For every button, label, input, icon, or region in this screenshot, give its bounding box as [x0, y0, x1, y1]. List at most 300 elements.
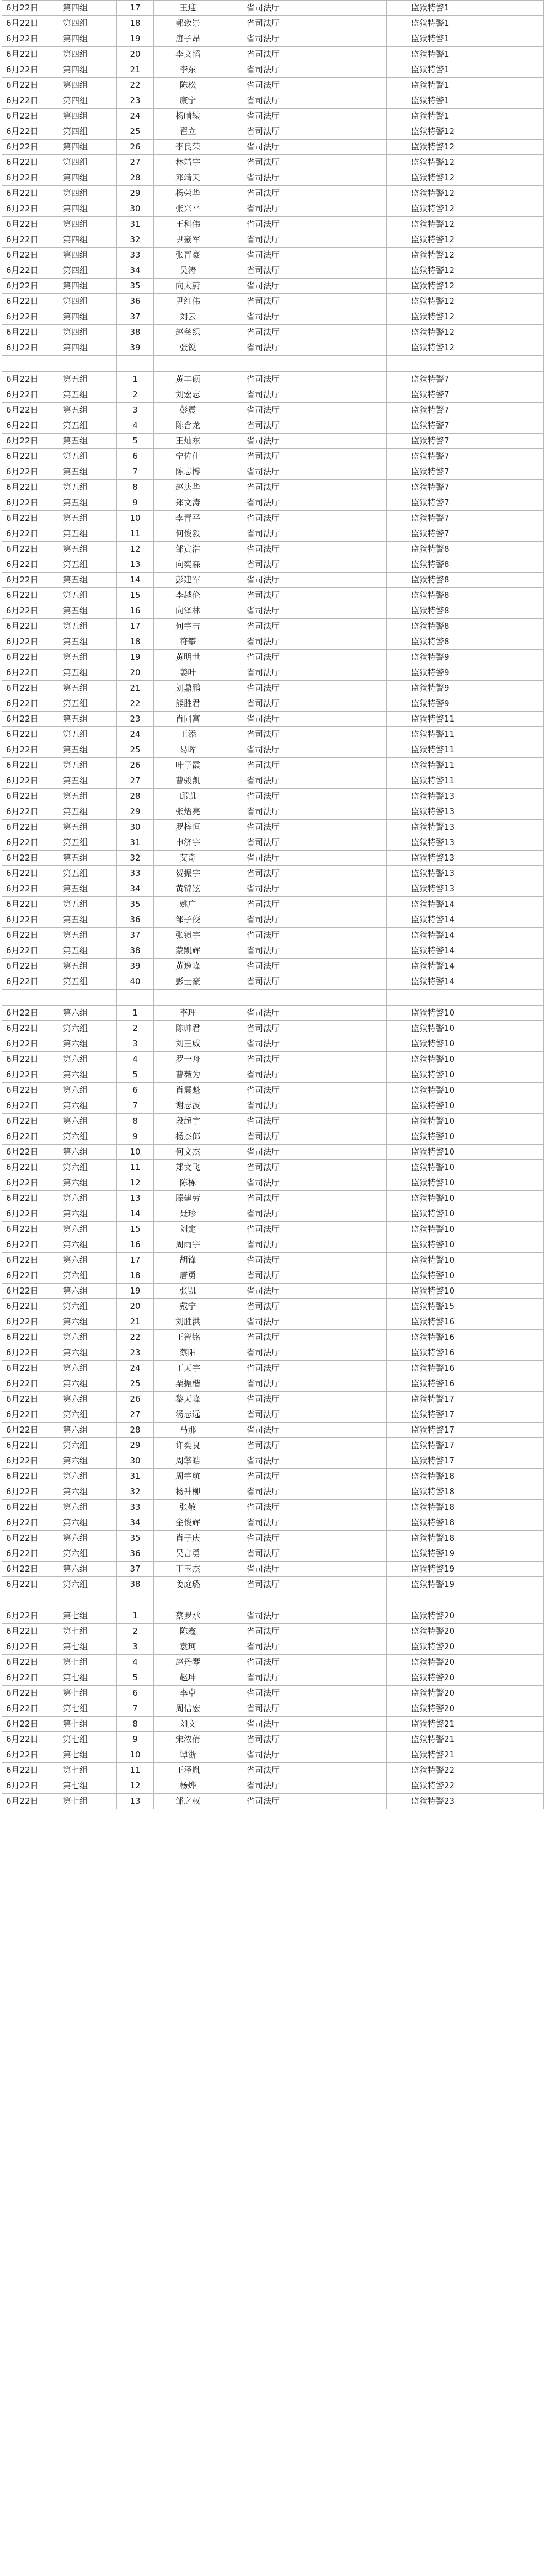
- table-row: [2, 573, 544, 588]
- unit-cell: 监狱特警1: [387, 16, 544, 31]
- organization-cell: 省司法厅: [222, 557, 387, 573]
- person-name-cell: 刘定: [154, 1222, 222, 1237]
- organization-cell: 省司法厅: [222, 1314, 387, 1330]
- organization-cell: 省司法厅: [222, 1438, 387, 1453]
- seq-number-cell: 27: [117, 155, 154, 170]
- group-cell: 第五组: [56, 820, 117, 835]
- group-cell: 第五组: [56, 372, 117, 387]
- seq-number-cell: 22: [117, 1330, 154, 1345]
- group-cell: 第四组: [56, 124, 117, 140]
- unit-cell: 监狱特警16: [387, 1345, 544, 1361]
- group-cell: 第五组: [56, 434, 117, 449]
- group-cell: 第四组: [56, 340, 117, 356]
- table-row: [2, 1222, 544, 1237]
- section-separator-row: [2, 1592, 544, 1608]
- unit-cell: 监狱特警17: [387, 1407, 544, 1423]
- table-row: [2, 464, 544, 480]
- date-cell: 6月22日: [2, 232, 56, 248]
- table-row: [2, 1299, 544, 1314]
- unit-cell: 监狱特警17: [387, 1392, 544, 1407]
- seq-number-cell: 10: [117, 511, 154, 526]
- person-name-cell: 戴宁: [154, 1299, 222, 1314]
- table-row: [2, 1407, 544, 1423]
- person-name-cell: 吴涛: [154, 263, 222, 279]
- seq-number-cell: 36: [117, 294, 154, 309]
- date-cell: 6月22日: [2, 263, 56, 279]
- table-row: [2, 480, 544, 495]
- person-name-cell: 符攀: [154, 634, 222, 650]
- organization-cell: 省司法厅: [222, 1670, 387, 1686]
- organization-cell: 省司法厅: [222, 619, 387, 634]
- group-cell: 第五组: [56, 696, 117, 712]
- date-cell: 6月22日: [2, 1794, 56, 1809]
- date-cell: 6月22日: [2, 619, 56, 634]
- seq-number-cell: 23: [117, 712, 154, 727]
- organization-cell: 省司法厅: [222, 1114, 387, 1129]
- table-row: [2, 1361, 544, 1376]
- organization-cell: 省司法厅: [222, 1639, 387, 1655]
- group-cell: 第六组: [56, 1330, 117, 1345]
- organization-cell: 省司法厅: [222, 403, 387, 418]
- person-name-cell: 姜叶: [154, 665, 222, 681]
- organization-cell: 省司法厅: [222, 650, 387, 665]
- date-cell: 6月22日: [2, 1036, 56, 1052]
- empty-cell: [222, 990, 387, 1006]
- organization-cell: 省司法厅: [222, 109, 387, 124]
- date-cell: 6月22日: [2, 1253, 56, 1268]
- seq-number-cell: 14: [117, 573, 154, 588]
- group-cell: 第五组: [56, 387, 117, 403]
- empty-cell: [2, 990, 56, 1006]
- organization-cell: 省司法厅: [222, 1237, 387, 1253]
- person-name-cell: 赵慈织: [154, 325, 222, 340]
- group-cell: 第四组: [56, 309, 117, 325]
- unit-cell: 监狱特警12: [387, 201, 544, 217]
- organization-cell: 省司法厅: [222, 325, 387, 340]
- date-cell: 6月22日: [2, 1531, 56, 1546]
- table-row: [2, 16, 544, 31]
- table-row: [2, 1794, 544, 1809]
- seq-number-cell: 9: [117, 1129, 154, 1145]
- organization-cell: 省司法厅: [222, 232, 387, 248]
- seq-number-cell: 1: [117, 1608, 154, 1624]
- seq-number-cell: 20: [117, 1299, 154, 1314]
- date-cell: 6月22日: [2, 943, 56, 959]
- table-row: [2, 650, 544, 665]
- seq-number-cell: 31: [117, 835, 154, 851]
- date-cell: 6月22日: [2, 1361, 56, 1376]
- person-name-cell: 周雨宇: [154, 1237, 222, 1253]
- organization-cell: 省司法厅: [222, 1453, 387, 1469]
- date-cell: 6月22日: [2, 835, 56, 851]
- person-name-cell: 邱凯: [154, 789, 222, 804]
- table-row: [2, 387, 544, 403]
- seq-number-cell: 20: [117, 665, 154, 681]
- unit-cell: 监狱特警12: [387, 186, 544, 201]
- person-name-cell: 刘文: [154, 1717, 222, 1732]
- seq-number-cell: 33: [117, 1500, 154, 1515]
- unit-cell: 监狱特警10: [387, 1175, 544, 1191]
- unit-cell: 监狱特警22: [387, 1778, 544, 1794]
- table-row: [2, 31, 544, 47]
- unit-cell: 监狱特警1: [387, 62, 544, 78]
- person-name-cell: 邹之权: [154, 1794, 222, 1809]
- unit-cell: 监狱特警14: [387, 897, 544, 912]
- organization-cell: 省司法厅: [222, 1686, 387, 1701]
- group-cell: 第五组: [56, 881, 117, 897]
- seq-number-cell: 28: [117, 789, 154, 804]
- date-cell: 6月22日: [2, 1392, 56, 1407]
- seq-number-cell: 4: [117, 418, 154, 434]
- table-row: [2, 1639, 544, 1655]
- seq-number-cell: 40: [117, 974, 154, 990]
- organization-cell: 省司法厅: [222, 681, 387, 696]
- seq-number-cell: 15: [117, 1222, 154, 1237]
- unit-cell: 监狱特警12: [387, 155, 544, 170]
- table-row: [2, 1237, 544, 1253]
- seq-number-cell: 9: [117, 1732, 154, 1747]
- group-cell: 第六组: [56, 1562, 117, 1577]
- table-row: [2, 928, 544, 943]
- table-row: [2, 1701, 544, 1717]
- table-row: [2, 1717, 544, 1732]
- seq-number-cell: 7: [117, 464, 154, 480]
- person-name-cell: 张晋豪: [154, 248, 222, 263]
- seq-number-cell: 14: [117, 1206, 154, 1222]
- organization-cell: 省司法厅: [222, 1392, 387, 1407]
- organization-cell: 省司法厅: [222, 1067, 387, 1083]
- organization-cell: 省司法厅: [222, 804, 387, 820]
- person-name-cell: 蔡罗承: [154, 1608, 222, 1624]
- unit-cell: 监狱特警16: [387, 1330, 544, 1345]
- organization-cell: 省司法厅: [222, 186, 387, 201]
- person-name-cell: 谢志波: [154, 1098, 222, 1114]
- table-row: [2, 1268, 544, 1284]
- date-cell: 6月22日: [2, 897, 56, 912]
- group-cell: 第六组: [56, 1361, 117, 1376]
- date-cell: 6月22日: [2, 1500, 56, 1515]
- date-cell: 6月22日: [2, 1608, 56, 1624]
- group-cell: 第六组: [56, 1021, 117, 1036]
- seq-number-cell: 30: [117, 201, 154, 217]
- table-row: [2, 1732, 544, 1747]
- date-cell: 6月22日: [2, 62, 56, 78]
- table-row: [2, 974, 544, 990]
- date-cell: 6月22日: [2, 1175, 56, 1191]
- seq-number-cell: 18: [117, 16, 154, 31]
- organization-cell: 省司法厅: [222, 943, 387, 959]
- organization-cell: 省司法厅: [222, 1206, 387, 1222]
- date-cell: 6月22日: [2, 1376, 56, 1392]
- date-cell: 6月22日: [2, 1067, 56, 1083]
- date-cell: 6月22日: [2, 681, 56, 696]
- unit-cell: 监狱特警8: [387, 603, 544, 619]
- person-name-cell: 李东: [154, 62, 222, 78]
- unit-cell: 监狱特警7: [387, 511, 544, 526]
- person-name-cell: 陈帅君: [154, 1021, 222, 1036]
- person-name-cell: 唐子昂: [154, 31, 222, 47]
- organization-cell: 省司法厅: [222, 1701, 387, 1717]
- organization-cell: 省司法厅: [222, 1717, 387, 1732]
- group-cell: 第六组: [56, 1036, 117, 1052]
- group-cell: 第五组: [56, 835, 117, 851]
- seq-number-cell: 22: [117, 78, 154, 93]
- person-name-cell: 杨杰郎: [154, 1129, 222, 1145]
- unit-cell: 监狱特警7: [387, 464, 544, 480]
- table-row: [2, 727, 544, 742]
- group-cell: 第七组: [56, 1670, 117, 1686]
- unit-cell: 监狱特警10: [387, 1036, 544, 1052]
- seq-number-cell: 7: [117, 1701, 154, 1717]
- seq-number-cell: 1: [117, 1006, 154, 1021]
- table-row: [2, 758, 544, 773]
- group-cell: 第五组: [56, 650, 117, 665]
- table-row: [2, 109, 544, 124]
- table-row: [2, 588, 544, 603]
- table-row: [2, 526, 544, 542]
- table-row: [2, 1484, 544, 1500]
- date-cell: 6月22日: [2, 959, 56, 974]
- unit-cell: 监狱特警1: [387, 78, 544, 93]
- group-cell: 第五组: [56, 495, 117, 511]
- seq-number-cell: 8: [117, 1717, 154, 1732]
- table-row: [2, 1531, 544, 1546]
- date-cell: 6月22日: [2, 1222, 56, 1237]
- table-row: [2, 1546, 544, 1562]
- unit-cell: 监狱特警12: [387, 232, 544, 248]
- group-cell: 第六组: [56, 1531, 117, 1546]
- organization-cell: 省司法厅: [222, 340, 387, 356]
- seq-number-cell: 1: [117, 372, 154, 387]
- unit-cell: 监狱特警14: [387, 943, 544, 959]
- unit-cell: 监狱特警19: [387, 1546, 544, 1562]
- date-cell: 6月22日: [2, 294, 56, 309]
- person-name-cell: 黄丰硕: [154, 372, 222, 387]
- seq-number-cell: 3: [117, 403, 154, 418]
- date-cell: 6月22日: [2, 1330, 56, 1345]
- table-row: [2, 712, 544, 727]
- organization-cell: 省司法厅: [222, 1763, 387, 1778]
- seq-number-cell: 21: [117, 62, 154, 78]
- table-row: [2, 340, 544, 356]
- table-row: [2, 201, 544, 217]
- person-name-cell: 彭建军: [154, 573, 222, 588]
- date-cell: 6月22日: [2, 217, 56, 232]
- person-name-cell: 赵丹琴: [154, 1655, 222, 1670]
- group-cell: 第四组: [56, 47, 117, 62]
- person-name-cell: 罗一舟: [154, 1052, 222, 1067]
- table-row: [2, 866, 544, 881]
- person-name-cell: 袁珂: [154, 1639, 222, 1655]
- unit-cell: 监狱特警16: [387, 1361, 544, 1376]
- seq-number-cell: 19: [117, 31, 154, 47]
- group-cell: 第六组: [56, 1114, 117, 1129]
- organization-cell: 省司法厅: [222, 758, 387, 773]
- date-cell: 6月22日: [2, 1747, 56, 1763]
- table-row: [2, 1145, 544, 1160]
- unit-cell: 监狱特警7: [387, 526, 544, 542]
- organization-cell: 省司法厅: [222, 820, 387, 835]
- person-name-cell: 张锐: [154, 340, 222, 356]
- unit-cell: 监狱特警10: [387, 1160, 544, 1175]
- seq-number-cell: 18: [117, 1268, 154, 1284]
- organization-cell: 省司法厅: [222, 851, 387, 866]
- date-cell: 6月22日: [2, 1345, 56, 1361]
- unit-cell: 监狱特警18: [387, 1515, 544, 1531]
- date-cell: 6月22日: [2, 1577, 56, 1592]
- unit-cell: 监狱特警9: [387, 681, 544, 696]
- organization-cell: 省司法厅: [222, 1484, 387, 1500]
- date-cell: 6月22日: [2, 1686, 56, 1701]
- person-name-cell: 康宁: [154, 93, 222, 109]
- organization-cell: 省司法厅: [222, 449, 387, 464]
- group-cell: 第五组: [56, 712, 117, 727]
- unit-cell: 监狱特警10: [387, 1191, 544, 1206]
- group-cell: 第七组: [56, 1747, 117, 1763]
- group-cell: 第六组: [56, 1191, 117, 1206]
- table-row: [2, 495, 544, 511]
- seq-number-cell: 29: [117, 1438, 154, 1453]
- unit-cell: 监狱特警11: [387, 758, 544, 773]
- person-name-cell: 邓靖天: [154, 170, 222, 186]
- organization-cell: 省司法厅: [222, 1330, 387, 1345]
- group-cell: 第四组: [56, 93, 117, 109]
- person-name-cell: 丁玉杰: [154, 1562, 222, 1577]
- seq-number-cell: 19: [117, 650, 154, 665]
- person-name-cell: 艾奇: [154, 851, 222, 866]
- person-name-cell: 丁天宇: [154, 1361, 222, 1376]
- organization-cell: 省司法厅: [222, 573, 387, 588]
- organization-cell: 省司法厅: [222, 1299, 387, 1314]
- organization-cell: 省司法厅: [222, 1098, 387, 1114]
- unit-cell: 监狱特警19: [387, 1562, 544, 1577]
- unit-cell: 监狱特警18: [387, 1469, 544, 1484]
- date-cell: 6月22日: [2, 1299, 56, 1314]
- table-row: [2, 1562, 544, 1577]
- unit-cell: 监狱特警10: [387, 1098, 544, 1114]
- seq-number-cell: 17: [117, 1, 154, 16]
- unit-cell: 监狱特警10: [387, 1145, 544, 1160]
- unit-cell: 监狱特警20: [387, 1655, 544, 1670]
- person-name-cell: 黄明世: [154, 650, 222, 665]
- date-cell: 6月22日: [2, 696, 56, 712]
- unit-cell: 监狱特警7: [387, 449, 544, 464]
- group-cell: 第四组: [56, 62, 117, 78]
- date-cell: 6月22日: [2, 557, 56, 573]
- seq-number-cell: 35: [117, 279, 154, 294]
- seq-number-cell: 17: [117, 1253, 154, 1268]
- unit-cell: 监狱特警12: [387, 124, 544, 140]
- organization-cell: 省司法厅: [222, 1608, 387, 1624]
- seq-number-cell: 12: [117, 542, 154, 557]
- table-row: [2, 742, 544, 758]
- organization-cell: 省司法厅: [222, 727, 387, 742]
- group-cell: 第七组: [56, 1686, 117, 1701]
- empty-cell: [154, 1592, 222, 1608]
- seq-number-cell: 5: [117, 1067, 154, 1083]
- date-cell: 6月22日: [2, 1284, 56, 1299]
- seq-number-cell: 39: [117, 340, 154, 356]
- unit-cell: 监狱特警21: [387, 1717, 544, 1732]
- group-cell: 第七组: [56, 1655, 117, 1670]
- seq-number-cell: 11: [117, 526, 154, 542]
- table-row: [2, 1314, 544, 1330]
- date-cell: 6月22日: [2, 109, 56, 124]
- seq-number-cell: 13: [117, 557, 154, 573]
- group-cell: 第六组: [56, 1160, 117, 1175]
- table-row: [2, 1129, 544, 1145]
- unit-cell: 监狱特警13: [387, 881, 544, 897]
- organization-cell: 省司法厅: [222, 1284, 387, 1299]
- organization-cell: 省司法厅: [222, 511, 387, 526]
- unit-cell: 监狱特警10: [387, 1253, 544, 1268]
- unit-cell: 监狱特警9: [387, 665, 544, 681]
- organization-cell: 省司法厅: [222, 1021, 387, 1036]
- group-cell: 第六组: [56, 1067, 117, 1083]
- seq-number-cell: 25: [117, 1376, 154, 1392]
- empty-cell: [154, 990, 222, 1006]
- seq-number-cell: 6: [117, 1083, 154, 1098]
- date-cell: 6月22日: [2, 1206, 56, 1222]
- table-row: [2, 309, 544, 325]
- group-cell: 第五组: [56, 804, 117, 820]
- date-cell: 6月22日: [2, 140, 56, 155]
- person-name-cell: 刘鼎鹏: [154, 681, 222, 696]
- organization-cell: 省司法厅: [222, 248, 387, 263]
- group-cell: 第四组: [56, 155, 117, 170]
- seq-number-cell: 26: [117, 1392, 154, 1407]
- organization-cell: 省司法厅: [222, 1407, 387, 1423]
- unit-cell: 监狱特警8: [387, 573, 544, 588]
- table-row: [2, 1083, 544, 1098]
- seq-number-cell: 17: [117, 619, 154, 634]
- organization-cell: 省司法厅: [222, 201, 387, 217]
- group-cell: 第七组: [56, 1608, 117, 1624]
- person-name-cell: 马那: [154, 1423, 222, 1438]
- person-name-cell: 王灿东: [154, 434, 222, 449]
- group-cell: 第五组: [56, 681, 117, 696]
- person-name-cell: 向泽林: [154, 603, 222, 619]
- unit-cell: 监狱特警12: [387, 217, 544, 232]
- seq-number-cell: 11: [117, 1763, 154, 1778]
- date-cell: 6月22日: [2, 928, 56, 943]
- date-cell: 6月22日: [2, 1423, 56, 1438]
- unit-cell: 监狱特警7: [387, 495, 544, 511]
- seq-number-cell: 10: [117, 1747, 154, 1763]
- person-name-cell: 肖子庆: [154, 1531, 222, 1546]
- date-cell: 6月22日: [2, 1006, 56, 1021]
- organization-cell: 省司法厅: [222, 480, 387, 495]
- unit-cell: 监狱特警21: [387, 1732, 544, 1747]
- person-name-cell: 王智铭: [154, 1330, 222, 1345]
- table-row: [2, 1686, 544, 1701]
- date-cell: 6月22日: [2, 1453, 56, 1469]
- table-row: [2, 773, 544, 789]
- person-name-cell: 许奕良: [154, 1438, 222, 1453]
- section-separator-row: [2, 356, 544, 372]
- unit-cell: 监狱特警7: [387, 372, 544, 387]
- seq-number-cell: 7: [117, 1098, 154, 1114]
- organization-cell: 省司法厅: [222, 1562, 387, 1577]
- group-cell: 第五组: [56, 742, 117, 758]
- date-cell: 6月22日: [2, 495, 56, 511]
- group-cell: 第四组: [56, 170, 117, 186]
- organization-cell: 省司法厅: [222, 309, 387, 325]
- seq-number-cell: 26: [117, 758, 154, 773]
- date-cell: 6月22日: [2, 434, 56, 449]
- organization-cell: 省司法厅: [222, 1577, 387, 1592]
- seq-number-cell: 3: [117, 1036, 154, 1052]
